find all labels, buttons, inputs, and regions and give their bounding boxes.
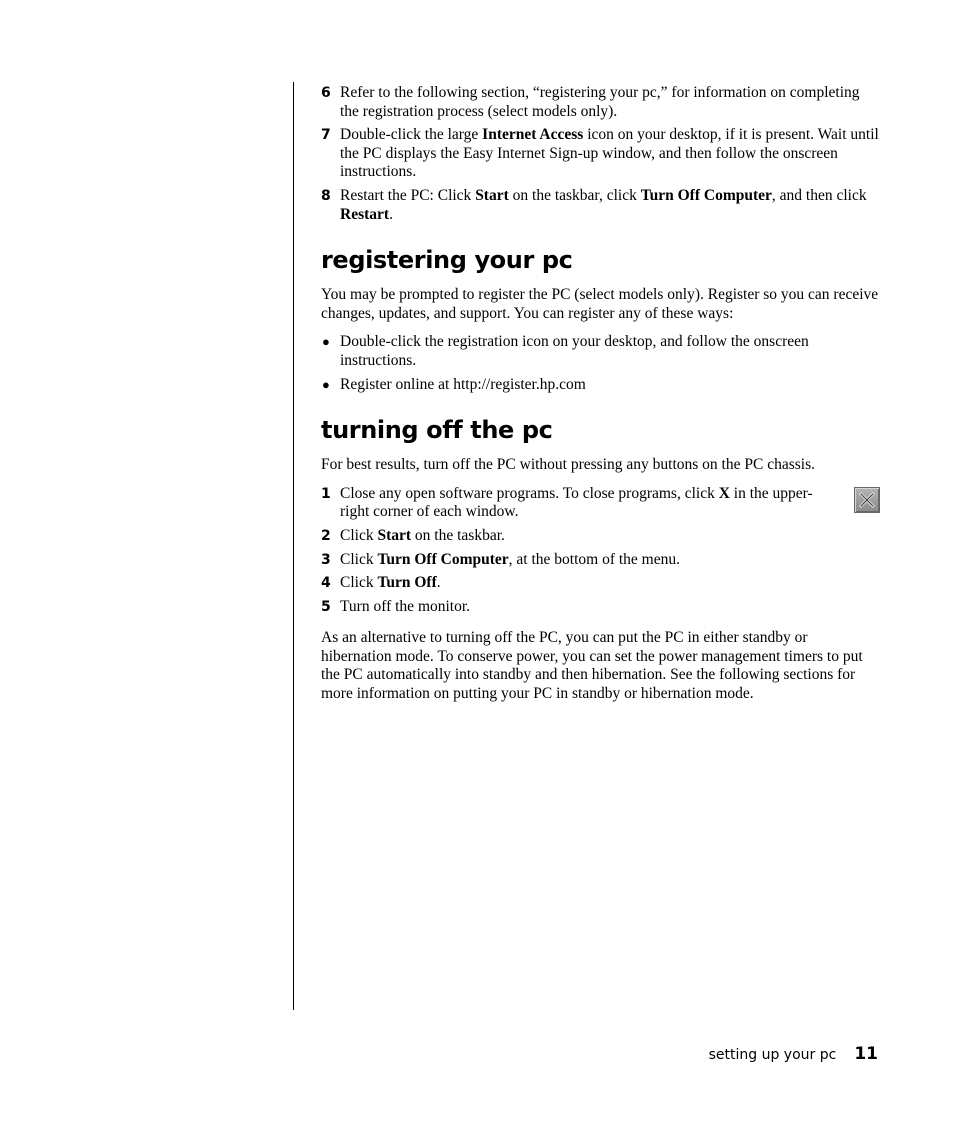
margin-rule bbox=[293, 82, 294, 1010]
step-text: Click Turn Off Computer, at the bottom of the menu. bbox=[340, 550, 680, 568]
step-text: Click Turn Off. bbox=[340, 574, 441, 592]
step-8 bbox=[321, 187, 881, 224]
step-3 bbox=[321, 551, 881, 570]
step-text: Restart the PC: Click Start on the taskbar, click Turn Off Computer, and then click Restart. bbox=[340, 186, 867, 223]
step-text: Close any open software programs. To close programs, click X in the upper-right corner of each window. bbox=[340, 484, 813, 521]
page-footer bbox=[709, 1044, 878, 1065]
step-number: 4 bbox=[321, 575, 331, 592]
step-1 bbox=[321, 485, 881, 522]
step-number: 7 bbox=[321, 127, 331, 144]
window-close-x-icon bbox=[854, 487, 880, 513]
step-5 bbox=[321, 598, 881, 617]
step-number: 8 bbox=[321, 187, 331, 204]
registering-intro: You may be prompted to register the PC (select models only). Register so you can receive changes, updates, and support. You can register any of these ways: bbox=[321, 286, 879, 322]
registering-heading: registering your pc bbox=[321, 246, 573, 275]
step-text: Click Start on the taskbar. bbox=[340, 526, 505, 544]
step-number: 5 bbox=[321, 598, 331, 615]
steps-top-list bbox=[321, 84, 881, 224]
page-number: 11 bbox=[854, 1044, 878, 1064]
step-6 bbox=[321, 84, 881, 121]
bullet-text: Double-click the registration icon on your desktop, and follow the onscreen instructions. bbox=[340, 333, 809, 369]
step-number: 2 bbox=[321, 527, 331, 544]
turning-off-heading: turning off the pc bbox=[321, 416, 553, 445]
bullet-text: Register online at http://register.hp.com bbox=[340, 375, 586, 393]
turning-off-outro: As an alternative to turning off the PC, you can put the PC in either standby or hibernation mode. To conserve power, you can set the power management timers to put the PC automatically into standby and then hibernation. See the following sections for more information on putting your PC in standby or hibernation mode. bbox=[321, 629, 863, 703]
step-number: 3 bbox=[321, 551, 331, 568]
step-number: 6 bbox=[321, 85, 331, 101]
bullet-icon: ● bbox=[322, 334, 330, 350]
list-item bbox=[321, 376, 881, 395]
step-text: Turn off the monitor. bbox=[340, 597, 471, 615]
step-2 bbox=[321, 527, 881, 546]
turning-off-intro: For best results, turn off the PC without pressing any buttons on the PC chassis. bbox=[321, 456, 815, 474]
step-number: 1 bbox=[321, 485, 331, 502]
registering-bullet-list bbox=[321, 333, 881, 394]
turning-off-steps-list bbox=[321, 485, 881, 617]
footer-section-title: setting up your pc bbox=[708, 1047, 837, 1063]
step-text: Double-click the large Internet Access icon on your desktop, if it is present. Wait until the PC displays the Easy Internet Sign-up window, and then follow the onscreen instructions. bbox=[340, 126, 879, 181]
step-4 bbox=[321, 574, 881, 593]
page-body bbox=[321, 84, 881, 704]
list-item bbox=[321, 333, 881, 370]
step-text: Refer to the following section, “registering your pc,” for information on completing the registration process (select models only). bbox=[340, 84, 860, 120]
bullet-icon: ● bbox=[322, 376, 330, 392]
step-7 bbox=[321, 126, 881, 182]
